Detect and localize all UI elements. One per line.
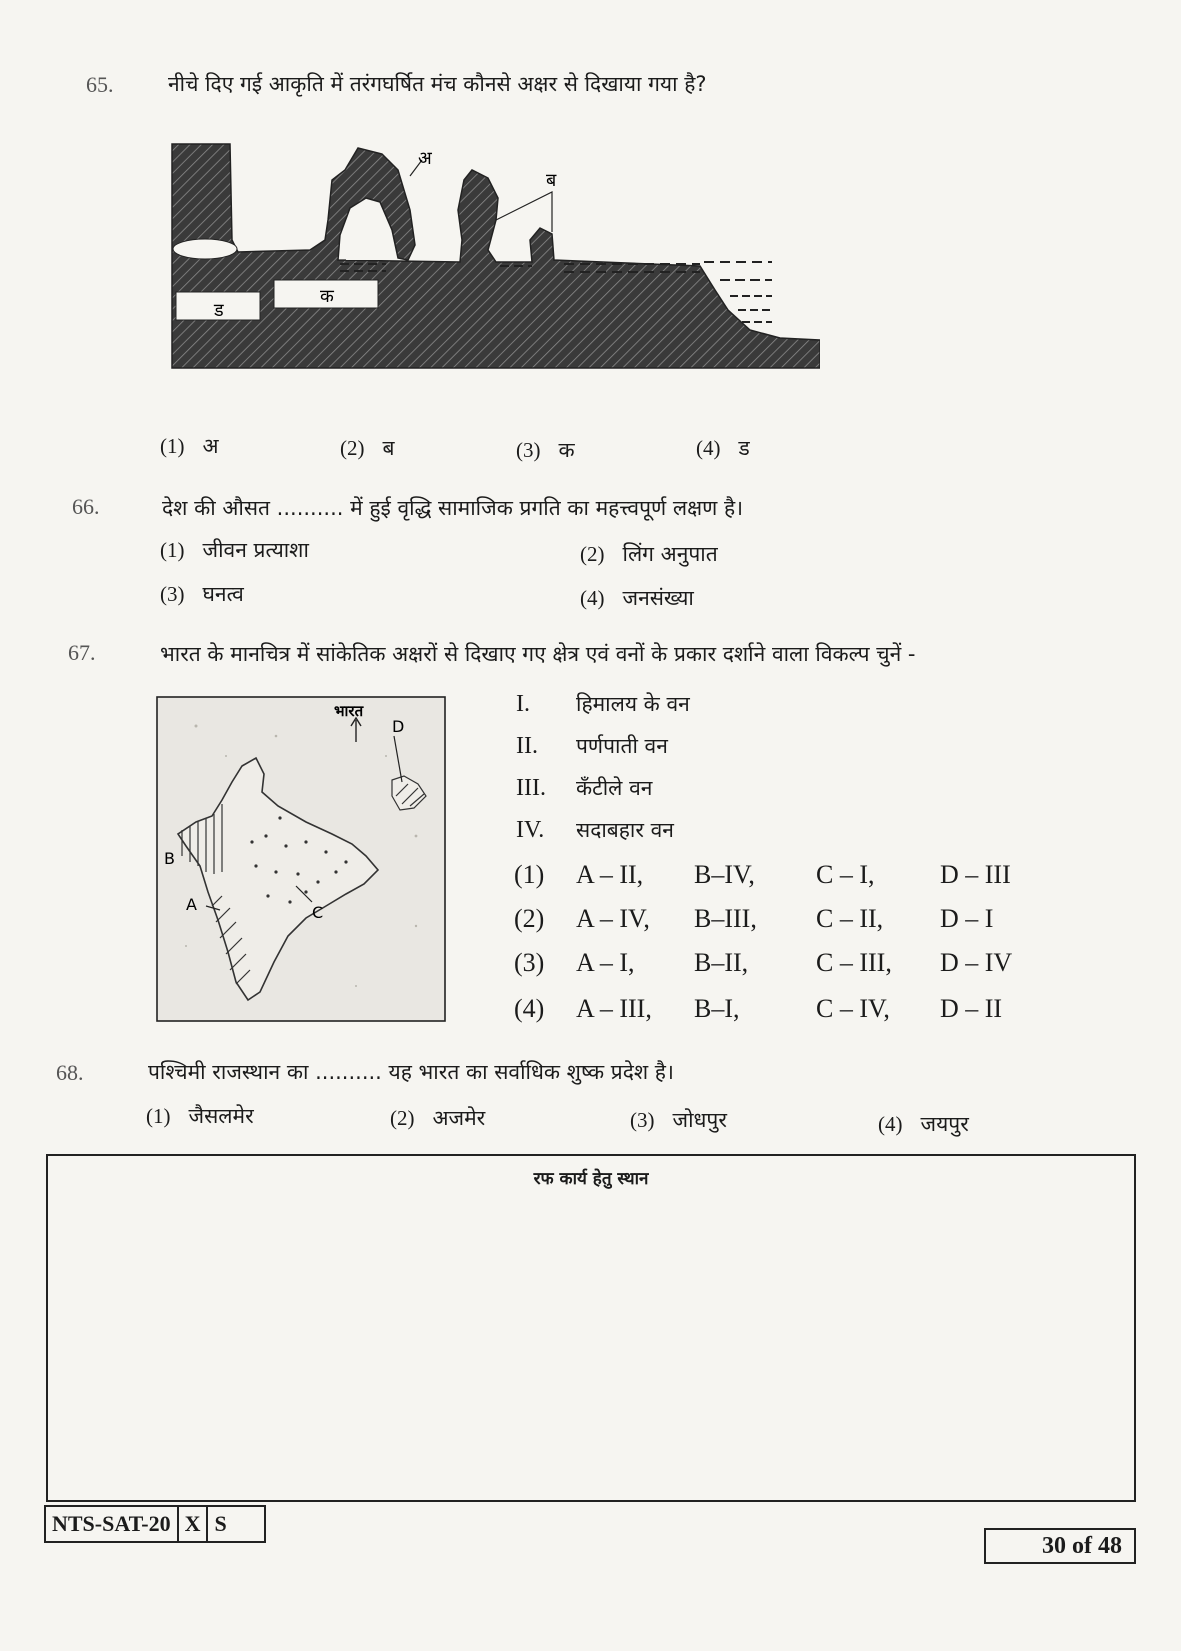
map-title: भारत [334, 702, 364, 720]
q66-number: 66. [72, 494, 100, 519]
paper-code: NTS-SAT-20 [46, 1507, 179, 1541]
q65-option-4[interactable]: (4) ड [696, 436, 750, 460]
q66-option-2[interactable]: (2) लिंग अनुपात [580, 542, 718, 566]
paper-code-box [44, 1505, 266, 1543]
label-d: ड [214, 300, 224, 321]
q67-option-2[interactable]: (2) A – IV, B–III, C – II, D – I [514, 904, 994, 933]
q66-text: देश की औसत .......... में हुई वृद्धि सामाजिक प्रगति का महत्त्वपूर्ण लक्षण है। [162, 496, 744, 520]
q67-item-2: II. पर्णपाती वन [516, 733, 668, 759]
label-b: ब [546, 170, 557, 191]
q65-number: 65. [86, 72, 114, 97]
label-a: अ [418, 148, 432, 169]
class-code: X [179, 1507, 209, 1541]
india-map [156, 696, 446, 1022]
q67-number: 67. [68, 640, 96, 665]
subject-code: S [214, 1511, 227, 1536]
page-number: 30 of 48 [984, 1528, 1136, 1564]
q65-text: नीचे दिए गई आकृति में तरंगघर्षित मंच कौनसे अक्षर से दिखाया गया है? [168, 72, 707, 96]
q67-item-1: I. हिमालय के वन [516, 691, 690, 717]
rough-work-title: रफ कार्य हेतु स्थान [533, 1169, 649, 1189]
label-k: क [320, 286, 334, 307]
q67-item-4: IV. सदाबहार वन [516, 817, 674, 843]
q67-text: भारत के मानचित्र में सांकेतिक अक्षरों से दिखाए गए क्षेत्र एवं वनों के प्रकार दर्शाने वाला विकल्प चुनें - [160, 642, 916, 666]
q68-option-2[interactable]: (2) अजमेर [390, 1106, 486, 1130]
rough-work-area [46, 1154, 1136, 1502]
q67-option-3[interactable]: (3) A – I, B–II, C – III, D – IV [514, 948, 1013, 977]
q66-option-1[interactable]: (1) जीवन प्रत्याशा [160, 538, 309, 562]
q68-number: 68. [56, 1060, 84, 1085]
coastal-landforms-diagram [160, 140, 820, 380]
q65-option-3[interactable]: (3) क [516, 438, 575, 462]
q67-option-1[interactable]: (1) A – II, B–IV, C – I, D – III [514, 860, 1011, 889]
map-label-c: C [312, 903, 324, 922]
q68-option-1[interactable]: (1) जैसलमेर [146, 1104, 254, 1128]
q67-option-4[interactable]: (4) A – III, B–I, C – IV, D – II [514, 994, 1003, 1023]
map-label-d: D [392, 717, 405, 736]
q66-option-4[interactable]: (4) जनसंख्या [580, 586, 694, 610]
map-label-a: A [186, 895, 197, 914]
q68-option-4[interactable]: (4) जयपुर [878, 1112, 969, 1136]
q65-option-2[interactable]: (2) ब [340, 436, 395, 460]
q66-option-3[interactable]: (3) घनत्व [160, 582, 244, 606]
q68-option-3[interactable]: (3) जोधपुर [630, 1108, 727, 1132]
q68-text: पश्चिमी राजस्थान का .......... यह भारत का सर्वाधिक शुष्क प्रदेश है। [148, 1060, 674, 1084]
q65-option-1[interactable]: (1) अ [160, 434, 219, 458]
q67-item-3: III. कँटीले वन [516, 775, 653, 801]
map-label-b: B [164, 849, 175, 868]
